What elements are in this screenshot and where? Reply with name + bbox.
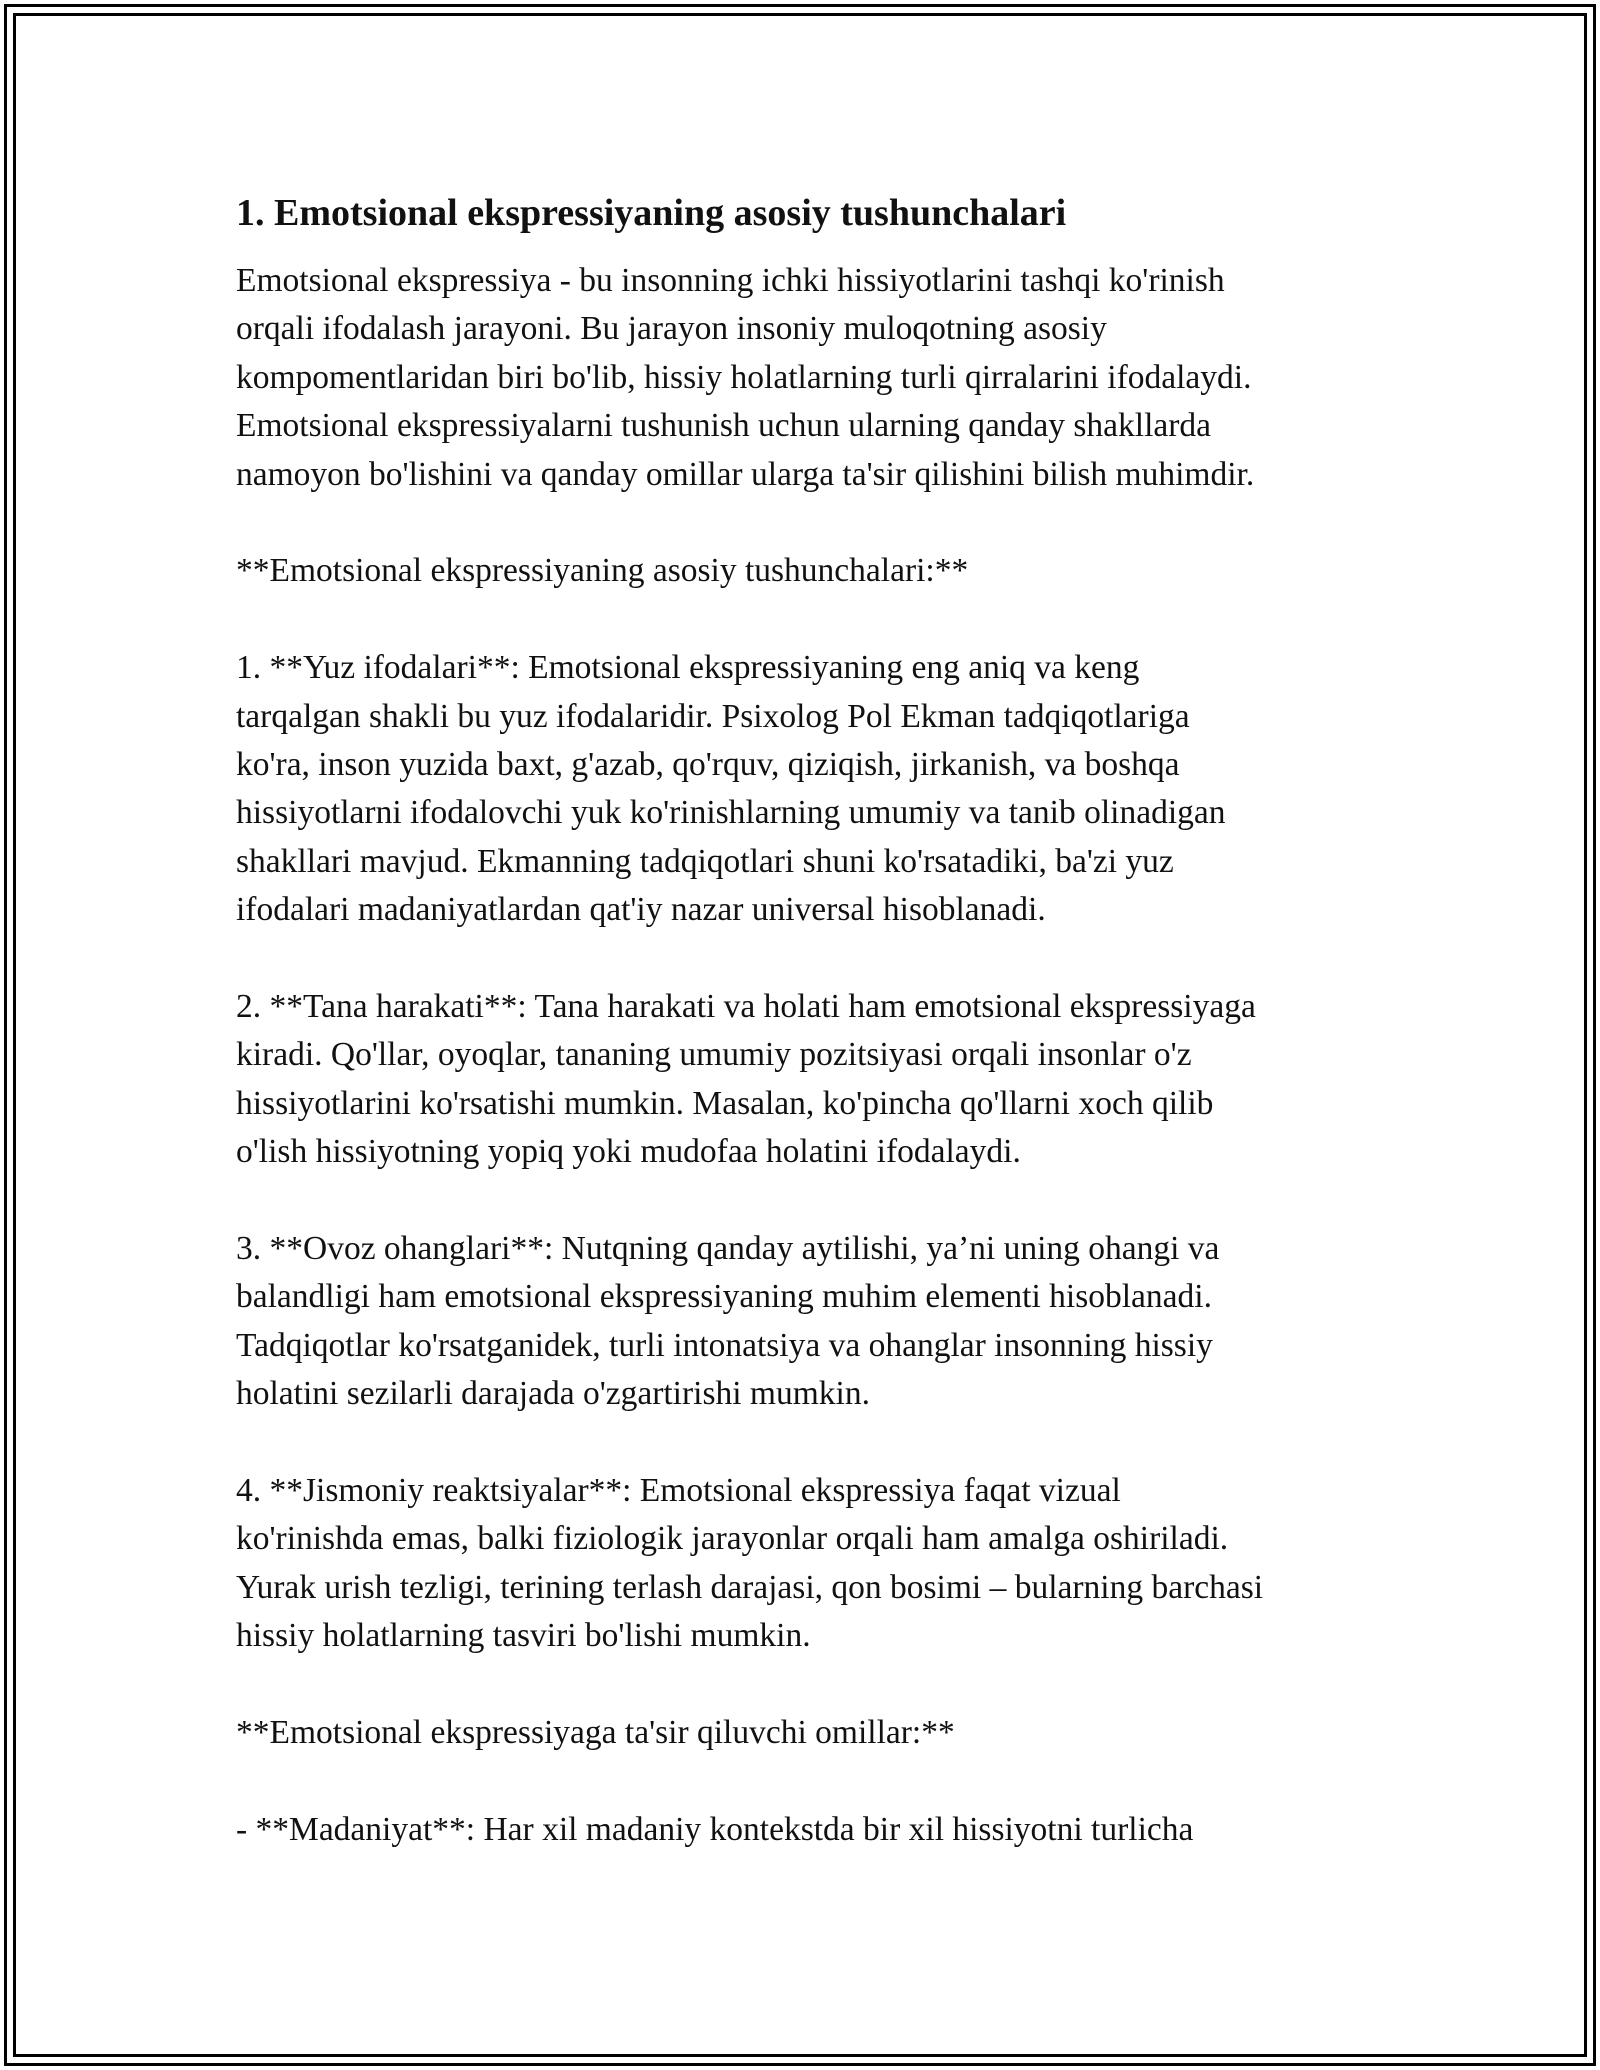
paragraph (236, 644, 1416, 934)
text-line: ko'rinishda emas, balki fiziologik jarayonlar orqali ham amalga oshiriladi. (236, 1520, 1229, 1558)
paragraph (236, 257, 1416, 499)
text-line: 3. **Ovoz ohanglari**: Nutqning qanday aytilishi, ya’ni uning ohangi va (236, 1230, 1220, 1268)
text-line: **Emotsional ekspressiyaning asosiy tushunchalari:** (236, 552, 969, 590)
text-line: - **Madaniyat**: Har xil madaniy kontekstda bir xil hissiyotni turlicha (236, 1810, 1194, 1848)
text-line: **Emotsional ekspressiyaga ta'sir qiluvchi omillar:** (236, 1714, 955, 1752)
text-line: holatini sezilarli darajada o'zgartirishi mumkin. (236, 1375, 870, 1413)
text-line: hissiyotlarni ifodalovchi yuk ko'rinishlarning umumiy va tanib olinadigan (236, 794, 1226, 832)
text-line: 1. **Yuz ifodalari**: Emotsional ekspressiyaning eng aniq va keng (236, 649, 1140, 687)
paragraph (236, 1225, 1416, 1419)
section-heading: 1. Emotsional ekspressiyaning asosiy tushunchalari (236, 192, 1067, 234)
document-body (236, 185, 1416, 1903)
text-line: orqali ifodalash jarayoni. Bu jarayon insoniy muloqotning asosiy (236, 310, 1107, 348)
paragraphs-container (236, 257, 1416, 1854)
text-line: Yurak urish tezligi, terining terlash darajasi, qon bosimi – bularning barchasi (236, 1568, 1264, 1606)
paragraph (236, 983, 1416, 1177)
text-line: o'lish hissiyotning yopiq yoki mudofaa holatini ifodalaydi. (236, 1133, 1021, 1171)
text-line: hissiyotlarini ko'rsatishi mumkin. Masalan, ko'pincha qo'llarni xoch qilib (236, 1084, 1214, 1122)
text-line: kiradi. Qo'llar, oyoqlar, tananing umumiy pozitsiyasi orqali insonlar o'z (236, 1036, 1192, 1074)
text-line: namoyon bo'lishini va qanday omillar ularga ta'sir qilishini bilish muhimdir. (236, 455, 1255, 493)
text-line: kompomentlaridan biri bo'lib, hissiy holatlarning turli qirralarini ifodalaydi. (236, 358, 1252, 396)
text-line: balandligi ham emotsional ekspressiyaning muhim elementi hisoblanadi. (236, 1278, 1212, 1316)
text-line: ko'ra, inson yuzida baxt, g'azab, qo'rquv, qiziqish, jirkanish, va boshqa (236, 746, 1180, 784)
text-line: tarqalgan shakli bu yuz ifodalaridir. Psixolog Pol Ekman tadqiqotlariga (236, 697, 1190, 735)
text-line: 2. **Tana harakati**: Tana harakati va holati ham emotsional ekspressiyaga (236, 988, 1256, 1026)
paragraph (236, 547, 1416, 595)
text-line: Emotsional ekspressiyalarni tushunish uchun ularning qanday shakllarda (236, 407, 1212, 445)
text-line: Emotsional ekspressiya - bu insonning ichki hissiyotlarini tashqi ko'rinish (236, 262, 1225, 299)
text-line: Tadqiqotlar ko'rsatganidek, turli intonatsiya va ohanglar insonning hissiy (236, 1326, 1213, 1364)
text-line: shakllari mavjud. Ekmanning tadqiqotlari shuni ko'rsatadiki, ba'zi yuz (236, 842, 1174, 880)
text-line: hissiy holatlarning tasviri bo'lishi mumkin. (236, 1617, 811, 1655)
paragraph (236, 1467, 1416, 1661)
text-line: 4. **Jismoniy reaktsiyalar**: Emotsional ekspressiya faqat vizual (236, 1472, 1121, 1510)
paragraph (236, 1806, 1416, 1854)
text-line: ifodalari madaniyatlardan qat'iy nazar universal hisoblanadi. (236, 891, 1046, 929)
paragraph (236, 1709, 1416, 1757)
